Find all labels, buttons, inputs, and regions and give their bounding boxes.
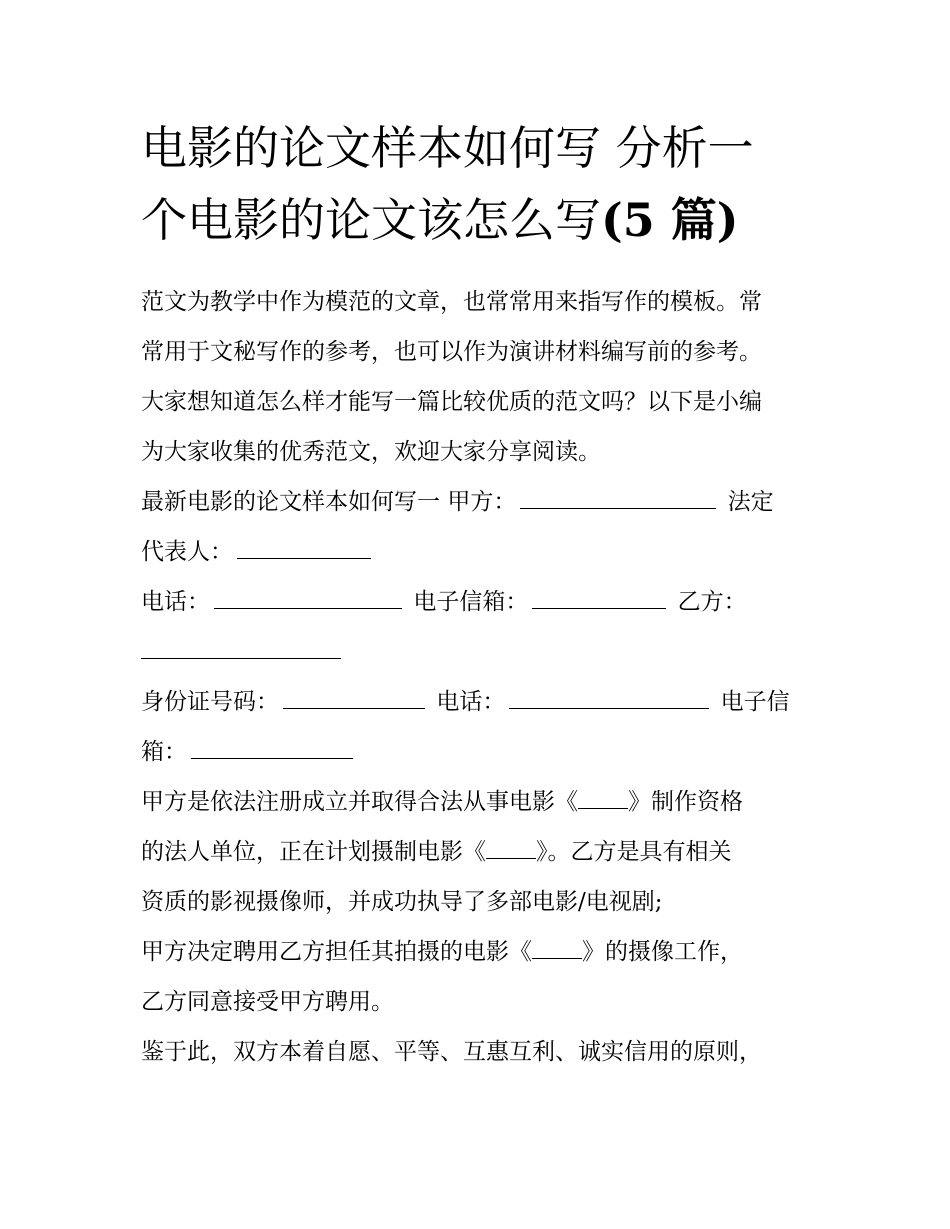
legal-rep-line	[141, 527, 821, 577]
party-a-blank[interactable]	[520, 490, 716, 509]
legal-rep-blank[interactable]	[237, 540, 371, 559]
paragraph-line	[141, 777, 821, 827]
phone-label: 电话：	[141, 589, 210, 615]
id-line	[141, 677, 821, 727]
email-blank-2[interactable]	[191, 740, 353, 759]
paragraph-text: 甲方是依法注册成立并取得合法从事电影《	[141, 789, 578, 815]
party-b-label: 乙方：	[677, 589, 747, 615]
email-label-2: 电子信	[720, 689, 790, 715]
intro-line: 为大家收集的优秀范文，欢迎大家分享阅读。	[141, 439, 601, 465]
phone-label-2: 电话：	[436, 689, 506, 715]
intro-line: 大家想知道怎么样才能写一篇比较优质的范文吗？以下是小编	[141, 389, 762, 415]
phone-blank[interactable]	[214, 590, 402, 609]
document-body	[141, 277, 821, 1077]
email-line-2	[141, 727, 821, 777]
id-label: 身份证号码：	[141, 689, 279, 715]
email-label-2-cont: 箱：	[141, 739, 187, 765]
party-b-line	[141, 627, 821, 677]
paragraph-line: 资质的影视摄像师，并成功执导了多部电影/电视剧;	[141, 889, 663, 915]
party-b-blank[interactable]	[141, 640, 341, 659]
title-count: (5 篇)	[601, 193, 739, 247]
paragraph-text: 》的摄像工作，	[582, 939, 743, 965]
paragraph-text: 甲方决定聘用乙方担任其拍摄的电影《	[141, 939, 532, 965]
title-line-1: 电影的论文样本如何写 分析一	[141, 121, 754, 175]
intro-line: 范文为教学中作为模范的文章，也常常用来指写作的模板。常	[141, 289, 762, 315]
film-title-blank[interactable]	[532, 940, 582, 959]
phone-blank-2[interactable]	[509, 690, 709, 709]
title-line-2: 个电影的论文该怎么写	[141, 193, 601, 247]
paragraph-text: 的法人单位，正在计划摄制电影《	[141, 839, 486, 865]
paragraph-text: 》。乙方是具有相关	[536, 839, 732, 865]
contact-line	[141, 577, 821, 627]
film-title-blank[interactable]	[486, 840, 536, 859]
page-title	[141, 112, 821, 256]
intro-line: 常用于文秘写作的参考，也可以作为演讲材料编写前的参考。	[141, 339, 762, 365]
email-label: 电子信箱：	[413, 589, 529, 615]
legal-rep-label-cont: 代表人：	[141, 539, 233, 565]
party-a-label: 甲方：	[447, 489, 517, 515]
id-blank[interactable]	[283, 690, 425, 709]
paragraph-line: 鉴于此，双方本着自愿、平等、互惠互利、诚实信用的原则，	[141, 1039, 762, 1065]
paragraph-line	[141, 927, 821, 977]
paragraph-line: 乙方同意接受甲方聘用。	[141, 989, 394, 1015]
paragraph-line	[141, 827, 821, 877]
film-title-blank[interactable]	[578, 790, 628, 809]
section-heading: 最新电影的论文样本如何写一	[141, 489, 440, 515]
party-a-line	[141, 477, 821, 527]
legal-rep-label: 法定	[727, 489, 774, 515]
paragraph-text: 》制作资格	[628, 789, 743, 815]
email-blank[interactable]	[532, 590, 666, 609]
